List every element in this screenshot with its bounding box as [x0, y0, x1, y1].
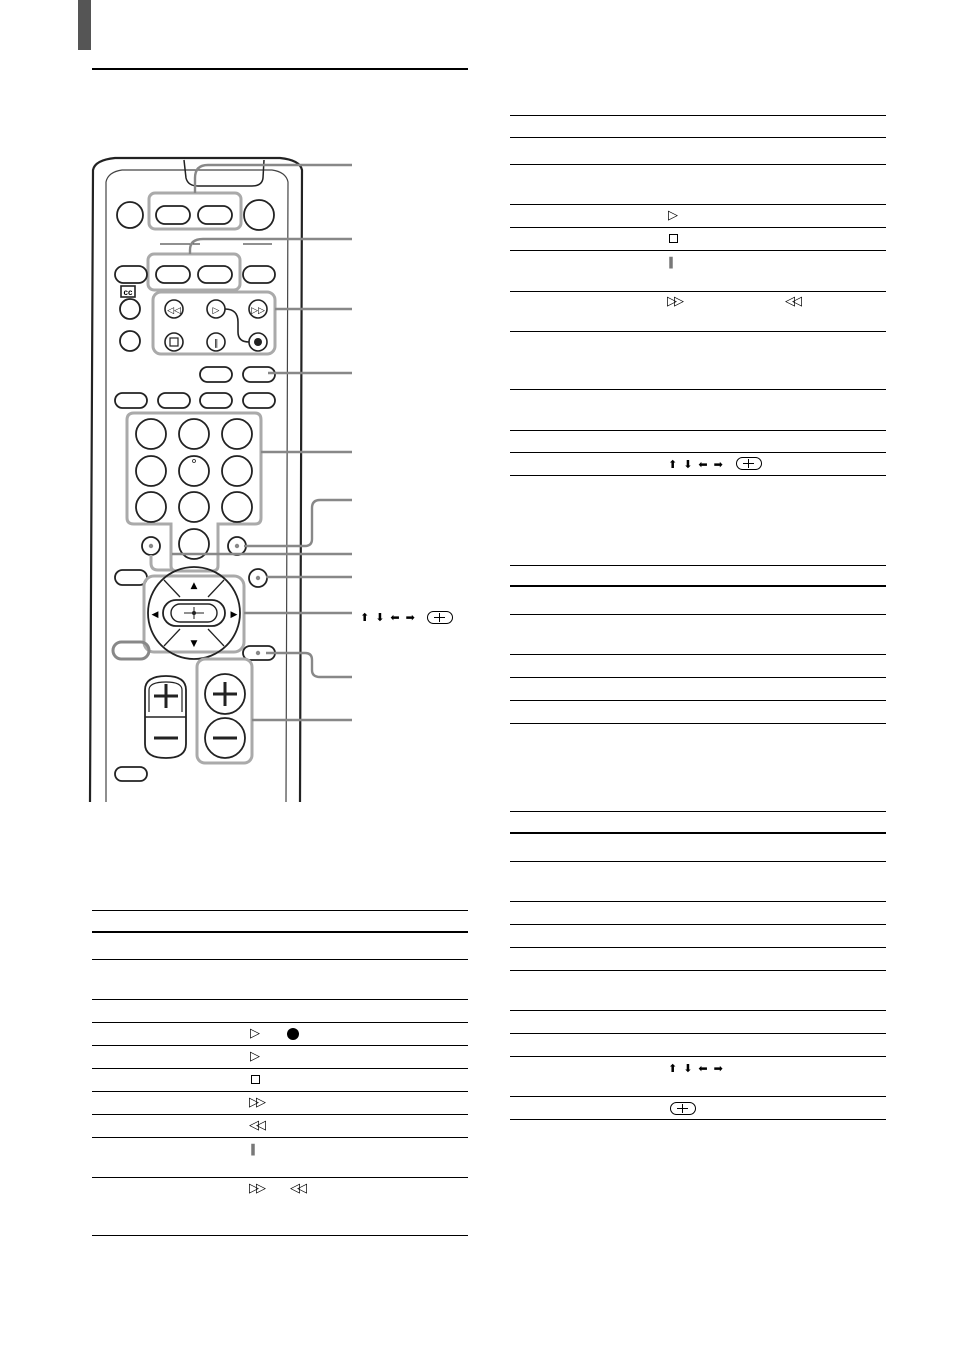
table-left-rule [92, 1045, 468, 1046]
table-right2-rule [510, 677, 886, 678]
svg-text:▼: ▼ [190, 639, 198, 649]
table-left-rule [92, 1177, 468, 1178]
table-right3-rule [510, 901, 886, 902]
table-left-rule [92, 1068, 468, 1069]
table-right1-rule [510, 475, 886, 476]
rewind-icon [785, 295, 799, 309]
pause-icon [668, 255, 674, 270]
table-right2-rule [510, 614, 886, 615]
section-tab-marker [78, 0, 91, 50]
table-right1-rule [510, 430, 886, 431]
pause-icon [250, 1142, 256, 1157]
table-right1-rule [510, 389, 886, 390]
table-right3-rule [510, 1096, 886, 1097]
table-right1-rule [510, 137, 886, 138]
table-right3-rule [510, 1119, 886, 1120]
stop-icon [251, 1075, 260, 1084]
table-left-rule [92, 1114, 468, 1115]
play-icon [250, 1050, 260, 1064]
svg-text:◁◁: ◁◁ [167, 306, 181, 316]
record-icon [287, 1028, 299, 1040]
table-left-rule [92, 1137, 468, 1138]
table-right1-rule [510, 452, 886, 453]
table-right3-rule [510, 811, 886, 812]
fast-forward-icon [249, 1182, 263, 1196]
svg-text:▲: ▲ [190, 581, 198, 591]
svg-text:◀: ◀ [151, 610, 159, 620]
table-right2-rule [510, 565, 886, 566]
svg-text:▶: ▶ [230, 610, 238, 620]
table-right1-rule [510, 291, 886, 292]
play-icon [250, 1027, 260, 1041]
table-right2-rule [510, 723, 886, 724]
table-right3-rule [510, 861, 886, 862]
table-right1-rule [510, 164, 886, 165]
table-left-rule [92, 910, 468, 911]
table-left-rule [92, 959, 468, 960]
table-right3-rule [510, 1033, 886, 1034]
table-right1-rule [510, 204, 886, 205]
arrow-keys-icon: ⬆⬇⬅➡ [668, 458, 729, 471]
table-right2-rule [510, 700, 886, 701]
svg-text:▷▷: ▷▷ [251, 306, 265, 316]
power-button[interactable] [117, 202, 143, 228]
enter-button-icon [736, 457, 762, 470]
table-right1-rule [510, 250, 886, 251]
table-right3-rule [510, 1056, 886, 1057]
table-right3-rule [510, 832, 886, 834]
fast-forward-icon [249, 1096, 263, 1110]
table-right3-rule [510, 947, 886, 948]
table-left-rule [92, 1235, 468, 1236]
rewind-icon [290, 1182, 304, 1196]
cc-badge: cc [123, 288, 133, 297]
table-left-rule [92, 1022, 468, 1023]
table-left-rule [92, 1091, 468, 1092]
rewind-icon [249, 1119, 263, 1133]
svg-text:▷: ▷ [212, 306, 220, 316]
stop-icon [669, 234, 678, 243]
enter-button-icon [670, 1102, 696, 1115]
title-rule [92, 68, 468, 70]
fast-forward-icon [667, 295, 681, 309]
table-right3-rule [510, 970, 886, 971]
table-left-rule [92, 999, 468, 1000]
table-right1-rule [510, 227, 886, 228]
table-right1-rule [510, 331, 886, 332]
table-left-rule [92, 931, 468, 933]
table-right3-rule [510, 1010, 886, 1011]
remote-control-illustration [80, 150, 380, 810]
table-right2-rule [510, 654, 886, 655]
play-icon [668, 209, 678, 223]
svg-text:∥: ∥ [213, 339, 219, 349]
table-right3-rule [510, 924, 886, 925]
arrow-keys-icon: ⬆⬇⬅➡ [360, 611, 421, 624]
table-right1-rule [510, 115, 886, 116]
table-right2-rule [510, 585, 886, 587]
arrow-keys-icon: ⬆⬇⬅➡ [668, 1062, 729, 1075]
enter-button-icon [427, 611, 453, 624]
